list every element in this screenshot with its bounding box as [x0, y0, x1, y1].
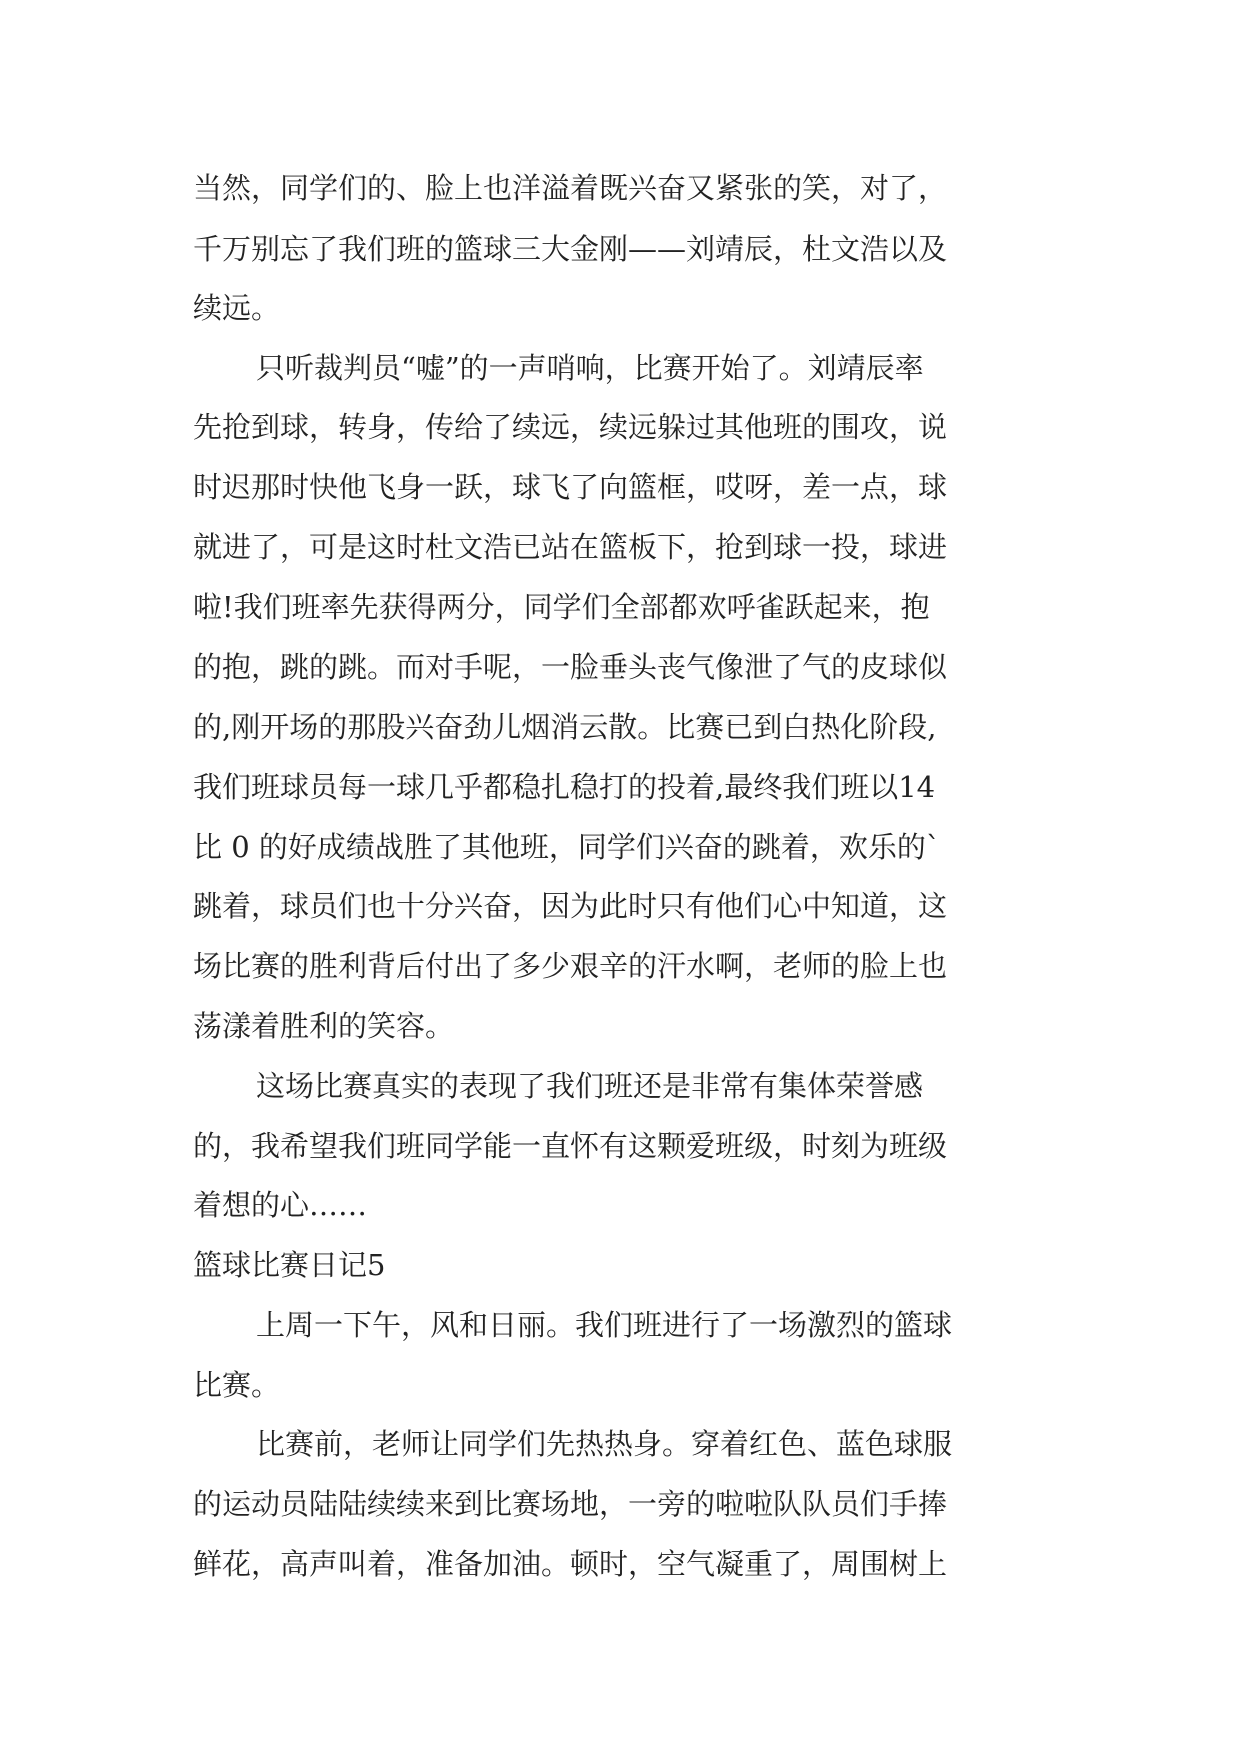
text-line: 跳着，球员们也十分兴奋，因为此时只有他们心中知道，这: [193, 889, 948, 923]
text-line: 就进了，可是这时杜文浩已站在篮板下，抢到球一投，球进: [193, 530, 948, 564]
text-line: 我们班球员每一球几乎都稳扎稳打的投着,最终我们班以14: [193, 770, 936, 804]
text-line: 的运动员陆陆续续来到比赛场地，一旁的啦啦队队员们手捧: [193, 1487, 948, 1521]
text-line: 场比赛的胜利背后付出了多少艰辛的汗水啊，老师的脸上也: [193, 949, 948, 983]
text-line: 比 0 的好成绩战胜了其他班，同学们兴奋的跳着，欢乐的`: [193, 830, 941, 864]
text-line: 当然，同学们的、脸上也洋溢着既兴奋又紧张的笑，对了，: [193, 171, 948, 205]
text-line: 着想的心……: [193, 1188, 368, 1222]
text-line: 先抢到球，转身，传给了续远，续远躲过其他班的围攻，说: [193, 410, 948, 444]
text-line: 鲜花，高声叫着，准备加油。顿时，空气凝重了，周围树上: [193, 1547, 948, 1581]
text-line: 的，我希望我们班同学能一直怀有这颗爱班级，时刻为班级: [193, 1129, 948, 1163]
text-line: 千万别忘了我们班的篮球三大金刚——刘靖辰，杜文浩以及: [193, 232, 948, 266]
text-line: 啦!我们班率先获得两分，同学们全部都欢呼雀跃起来，抱: [193, 590, 930, 624]
paragraph-start-line: 上周一下午，风和日丽。我们班进行了一场激烈的篮球: [256, 1308, 953, 1342]
section-heading: 篮球比赛日记5: [193, 1248, 386, 1282]
text-line: 时迟那时快他飞身一跃，球飞了向篮框，哎呀，差一点，球: [193, 470, 948, 504]
text-line: 的,刚开场的那股兴奋劲儿烟消云散。比赛已到白热化阶段,: [193, 710, 937, 744]
paragraph-start-line: 只听裁判员“嘘”的一声哨响，比赛开始了。刘靖辰率: [256, 351, 924, 385]
paragraph-start-line: 比赛前，老师让同学们先热热身。穿着红色、蓝色球服: [256, 1427, 953, 1461]
paragraph-start-line: 这场比赛真实的表现了我们班还是非常有集体荣誉感: [256, 1069, 924, 1103]
text-line: 荡漾着胜利的笑容。: [193, 1009, 455, 1043]
text-line: 的抱，跳的跳。而对手呢，一脸垂头丧气像泄了气的皮球似: [193, 650, 948, 684]
text-line: 续远。: [193, 291, 281, 325]
text-line: 比赛。: [193, 1368, 281, 1402]
